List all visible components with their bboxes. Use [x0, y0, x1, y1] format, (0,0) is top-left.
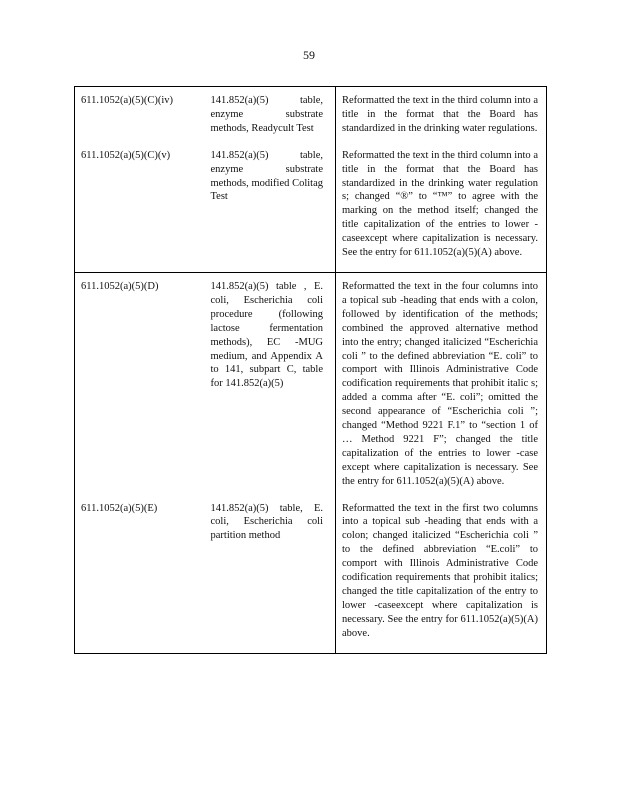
description-cell: Reformatted the text in the first two columns into a topical sub -heading that ends with a colon; changed italicized “Escherichia coli ” to the defined abbreviation “E.coli” to comport with Illinois Administrative Code codification requirements that prohibit italics; changed the title capitalization of the entry to lower -caseexcept where capitalization is necessary. See the entry for 611.1052(a)(5)(A) above. [336, 502, 547, 654]
page-number: 59 [303, 48, 315, 62]
table-row [75, 272, 547, 488]
table-row [75, 149, 547, 273]
comparison-table [74, 86, 547, 654]
federal-source-cell: 141.852(a)(5) table, E. coli, Escherichia coli partition method [207, 502, 336, 654]
table-row [75, 87, 547, 136]
section-cell: 611.1052(a)(5)(D) [75, 272, 207, 488]
section-cell: 611.1052(a)(5)(E) [75, 502, 207, 654]
description-cell: Reformatted the text in the third column into a title in the format that the Board has standardized in the drinking water regulations. [336, 87, 547, 136]
description-cell: Reformatted the text in the four columns into a topical sub -heading that ends with a colon, followed by identification of the methods; combined the approved alternative method into the entry; changed italicized “Escherichia coli ” to the defined abbreviation “E. coli” to comport with Illinois Administrative Code codification requirements that prohibit italic s; added a comma after “E. coli”; omitted the second appearance of “Escherichia coli ”; changed “Method 9221 F.1” to “section 1 of … Method 9221 F”; changed the title capitalization of the entries to lower -case except where capitalization is necessary. See the entry for 611.1052(a)(5)(A) above. [336, 272, 547, 488]
table-row [75, 502, 547, 654]
federal-source-cell: 141.852(a)(5) table, enzyme substrate methods, modified Colitag Test [207, 149, 336, 273]
description-cell: Reformatted the text in the third column into a title in the format that the Board has standardized in the drinking water regulation s; changed “®” to “™” to agree with the marking on the method itself; changed the title capitalization of the entries to lower -caseexcept where capitalization is necessary. See the entry for 611.1052(a)(5)(A) above. [336, 149, 547, 273]
section-cell: 611.1052(a)(5)(C)(v) [75, 149, 207, 273]
federal-source-cell: 141.852(a)(5) table , E. coli, Escherichia coli procedure (following lactose fermentation methods), EC -MUG medium, and Appendix A to 141, subpart C, table for 141.852(a)(5) [207, 272, 336, 488]
section-cell: 611.1052(a)(5)(C)(iv) [75, 87, 207, 136]
federal-source-cell: 141.852(a)(5) table, enzyme substrate methods, Readycult Test [207, 87, 336, 136]
